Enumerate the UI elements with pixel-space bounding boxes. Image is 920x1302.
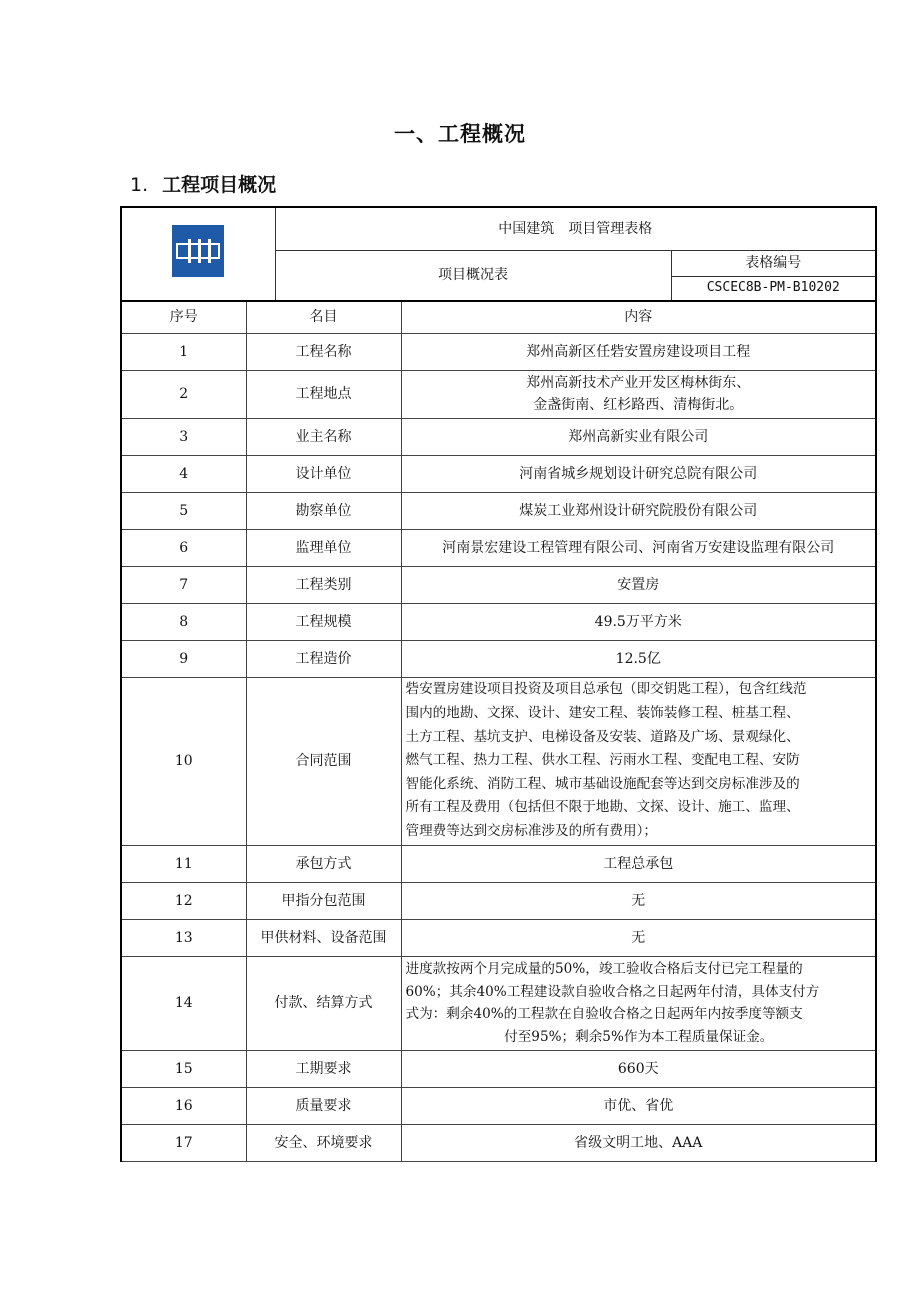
- row-number: 4: [122, 455, 246, 492]
- row-number: 14: [122, 956, 246, 1050]
- table-row: [122, 603, 875, 640]
- row-name: 质量要求: [246, 1087, 401, 1124]
- row-number: 12: [122, 882, 246, 919]
- content-line: 所有工程及费用（包括但不限于地勘、文探、设计、施工、监理、: [405, 799, 800, 816]
- content-line: 砦安置房建设项目投资及项目总承包（即交钥匙工程），包含红线范: [405, 681, 807, 698]
- row-number: 11: [122, 845, 246, 882]
- content-line: 围内的地勘、文探、设计、建安工程、装饰装修工程、桩基工程、: [405, 705, 800, 722]
- row-content: [401, 566, 875, 603]
- content-line: 付至95%；剩余5%作为本工程质量保证金。: [504, 1028, 774, 1045]
- content-line: 660天: [617, 1060, 659, 1077]
- content-line: 式为：剩余40%的工程款在自验收合格之日起两年内按季度等额支: [405, 1006, 803, 1022]
- row-number: 2: [122, 370, 246, 418]
- table-row: [122, 1124, 875, 1161]
- table-row: [122, 640, 875, 677]
- row-number: 5: [122, 492, 246, 529]
- row-content: [401, 492, 875, 529]
- page-heading: 一、工程概况: [394, 122, 526, 146]
- row-content: [401, 333, 875, 370]
- row-name: 工程名称: [246, 333, 401, 370]
- content-line: 市优、省优: [603, 1097, 674, 1114]
- row-name: 安全、环境要求: [246, 1124, 401, 1161]
- content-line: 郑州高新技术产业开发区梅林街东、: [526, 375, 751, 391]
- table-row: [122, 370, 875, 418]
- row-content: [401, 640, 875, 677]
- row-content: [401, 418, 875, 455]
- table-row: [122, 333, 875, 370]
- table-row: [122, 845, 875, 882]
- table-row: [122, 677, 875, 845]
- table-row: [122, 956, 875, 1050]
- row-content: [401, 1124, 875, 1161]
- content-line: 郑州高新实业有限公司: [568, 428, 709, 445]
- row-content: [401, 455, 875, 492]
- row-number: 7: [122, 566, 246, 603]
- content-line: 49.5万平方米: [594, 613, 682, 630]
- row-content: [401, 1087, 875, 1124]
- content-line: 无: [631, 929, 646, 946]
- content-line: 无: [631, 892, 646, 909]
- row-content: [401, 882, 875, 919]
- section-title: [130, 170, 276, 197]
- row-name: 承包方式: [246, 845, 401, 882]
- table-row: [122, 418, 875, 455]
- content-line: 进度款按两个月完成量的50%，竣工验收合格后支付已完工程量的: [405, 961, 803, 977]
- cscec-logo-icon: [172, 225, 224, 277]
- row-number: 13: [122, 919, 246, 956]
- row-content: [401, 956, 875, 1050]
- row-name: 工程类别: [246, 566, 401, 603]
- row-content: [401, 677, 875, 845]
- column-header-no: 序号: [122, 302, 246, 333]
- table-row: [122, 919, 875, 956]
- overview-table: [122, 302, 875, 1162]
- table-row: [122, 1050, 875, 1087]
- row-name: 业主名称: [246, 418, 401, 455]
- row-content: [401, 603, 875, 640]
- row-name: 勘察单位: [246, 492, 401, 529]
- row-content: [401, 919, 875, 956]
- row-name: 工期要求: [246, 1050, 401, 1087]
- table-row: [122, 566, 875, 603]
- column-header-name: 名目: [246, 302, 401, 333]
- row-number: 17: [122, 1124, 246, 1161]
- section-title-text: 工程项目概况: [162, 174, 277, 196]
- row-number: 16: [122, 1087, 246, 1124]
- logo-cell: [122, 208, 275, 301]
- table-row: [122, 882, 875, 919]
- row-number: 15: [122, 1050, 246, 1087]
- row-name: 监理单位: [246, 529, 401, 566]
- content-line: 60%；其余40%工程建设款自验收合格之日起两年付清，具体支付方: [405, 983, 820, 1000]
- row-number: 1: [122, 333, 246, 370]
- row-content: [401, 370, 875, 418]
- content-line: 郑州高新区任砦安置房建设项目工程: [526, 343, 751, 360]
- code-label: 表格编号: [671, 250, 875, 276]
- row-name: 工程规模: [246, 603, 401, 640]
- code-value: CSCEC8B-PM-B10202: [671, 276, 875, 301]
- form-name: 项目概况表: [275, 250, 671, 301]
- content-line: 金盏街南、红杉路西、清梅街北。: [533, 397, 744, 413]
- table-row: [122, 1087, 875, 1124]
- row-name: 工程地点: [246, 370, 401, 418]
- row-number: 9: [122, 640, 246, 677]
- content-line: 河南景宏建设工程管理有限公司、河南省万安建设监理有限公司: [442, 539, 835, 556]
- table-row: [122, 455, 875, 492]
- content-line: 土方工程、基坑支护、电梯设备及安装、道路及广场、景观绿化、: [405, 728, 800, 745]
- section-number: 1.: [130, 174, 149, 196]
- table-row: [122, 529, 875, 566]
- row-name: 设计单位: [246, 455, 401, 492]
- table-row: [122, 492, 875, 529]
- row-content: [401, 529, 875, 566]
- company-title: 中国建筑 项目管理表格: [275, 208, 875, 250]
- row-number: 3: [122, 418, 246, 455]
- content-line: 安置房: [617, 576, 660, 593]
- project-overview-form: [120, 206, 877, 1162]
- row-number: 8: [122, 603, 246, 640]
- column-header-content: 内容: [401, 302, 875, 333]
- row-content: [401, 845, 875, 882]
- content-line: 12.5亿: [615, 650, 661, 667]
- table-header-row: [122, 302, 875, 333]
- content-line: 智能化系统、消防工程、城市基础设施配套等达到交房标准涉及的: [405, 775, 800, 792]
- row-number: 6: [122, 529, 246, 566]
- row-name: 甲指分包范围: [246, 882, 401, 919]
- form-header: [122, 208, 875, 302]
- content-line: 燃气工程、热力工程、供水工程、污雨水工程、变配电工程、安防: [405, 752, 800, 769]
- row-content: [401, 1050, 875, 1087]
- content-line: 河南省城乡规划设计研究总院有限公司: [519, 465, 758, 482]
- row-number: 10: [122, 677, 246, 845]
- row-name: 合同范围: [246, 677, 401, 845]
- row-name: 工程造价: [246, 640, 401, 677]
- row-name: 甲供材料、设备范围: [246, 919, 401, 956]
- row-name: 付款、结算方式: [246, 956, 401, 1050]
- content-line: 管理费等达到交房标准涉及的所有费用）；: [405, 822, 657, 839]
- content-line: 工程总承包: [603, 855, 674, 872]
- content-line: 省级文明工地、AAA: [574, 1134, 703, 1151]
- content-line: 煤炭工业郑州设计研究院股份有限公司: [519, 502, 758, 519]
